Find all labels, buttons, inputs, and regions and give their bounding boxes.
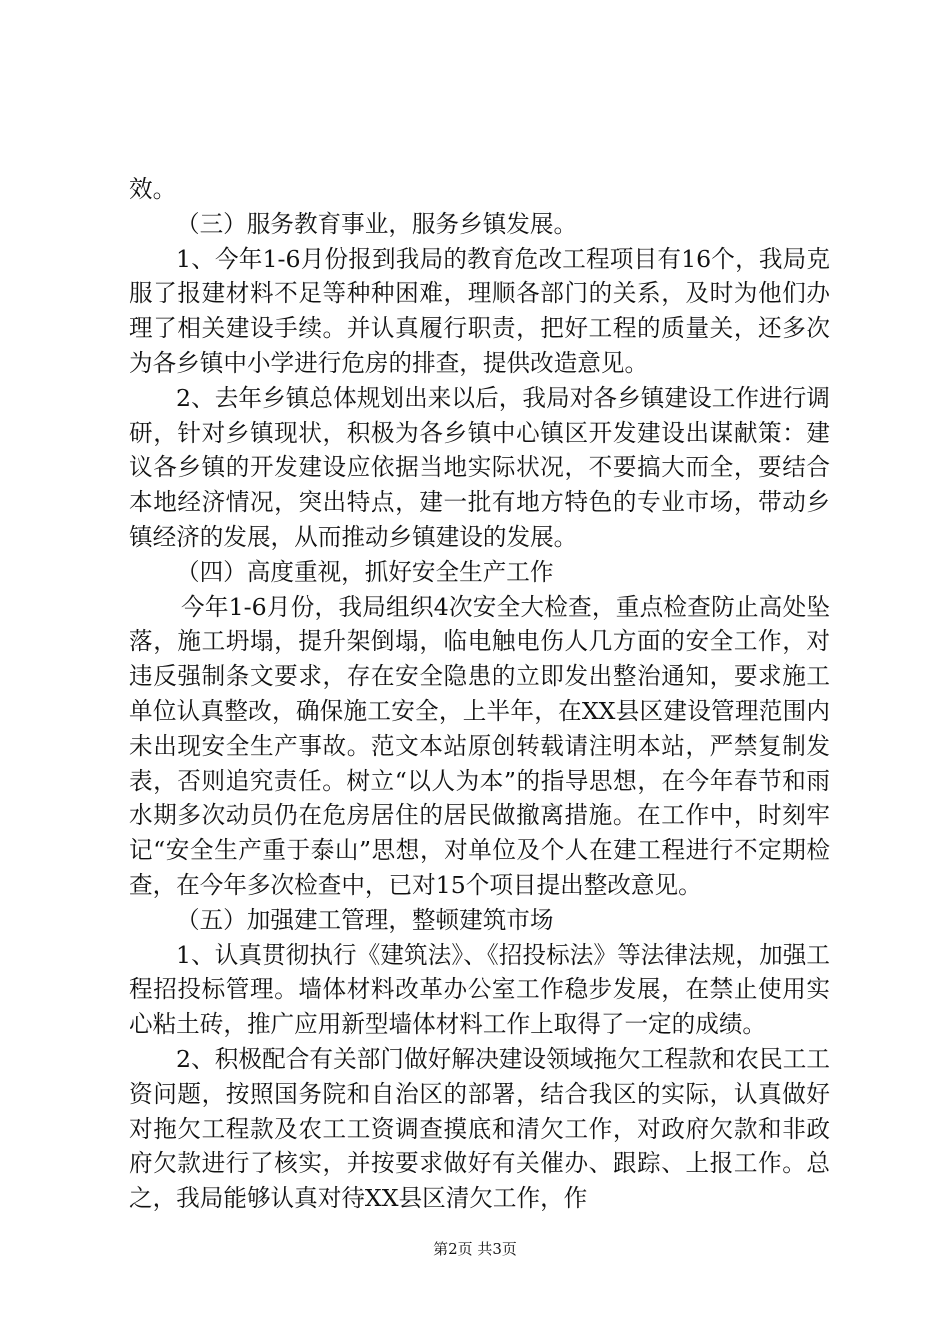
paragraph-continuation: 效。: [129, 175, 177, 203]
section-heading-4: （四）高度重视，抓好安全生产工作: [176, 557, 554, 586]
section-heading-3: （三）服务教育事业，服务乡镇发展。: [176, 209, 578, 238]
paragraph-education-2: 2、去年乡镇总体规划出来以后，我局对各乡镇建设工作进行调研，针对乡镇现状，积极为各乡镇中心镇区开发建设出谋献策：建议各乡镇的开发建设应依据当地实际状况，不要搞大而全，要结合本地经济情况，突出特点，建一批有地方特色的专业市场，带动乡镇经济的发展，从而推动乡镇建设的发展。: [129, 383, 830, 551]
section-heading-5: （五）加强建工管理，整顿建筑市场: [176, 905, 554, 934]
paragraph-education-1: 1、今年1-6月份报到我局的教育危改工程项目有16个，我局克服了报建材料不足等种种困难，理顺各部门的关系，及时为他们办理了相关建设手续。并认真履行职责，把好工程的质量关，还多次为各乡镇中小学进行危房的排查，提供改造意见。: [129, 244, 830, 377]
page-footer: 第2页 共3页: [433, 1240, 517, 1258]
paragraph-market-1: 1、认真贯彻执行《建筑法》、《招投标法》等法律法规，加强工程招投标管理。墙体材料改革办公室工作稳步发展，在禁止使用实心粘土砖，推广应用新型墙体材料工作上取得了一定的成绩。: [129, 940, 830, 1039]
paragraph-market-2: 2、积极配合有关部门做好解决建设领域拖欠工程款和农民工工资问题，按照国务院和自治区的部署，结合我区的实际，认真做好对拖欠工程款及农工工资调查摸底和清欠工作，对政府欠款和非政府欠款进行了核实，并按要求做好有关催办、跟踪、上报工作。总之，我局能够认真对待XX县区清欠工作，作: [129, 1044, 830, 1213]
document-body: [129, 172, 830, 1216]
paragraph-safety: 今年1-6月份，我局组织4次安全大检查，重点检查防止高处坠落，施工坍塌，提升架倒塌，临电触电伤人几方面的安全工作，对违反强制条文要求，存在安全隐患的立即发出整治通知，要求施工单位认真整改，确保施工安全，上半年，在XX县区建设管理范围内未出现安全生产事故。范文本站原创转载请注明本站，严禁复制发表，否则追究责任。树立“以人为本”的指导思想，在今年春节和雨水期多次动员仍在危房居住的居民做撤离措施。在工作中，时刻牢记“安全生产重于泰山”思想，对单位及个人在建工程进行不定期检查，在今年多次检查中，已对15个项目提出整改意见。: [129, 592, 830, 899]
